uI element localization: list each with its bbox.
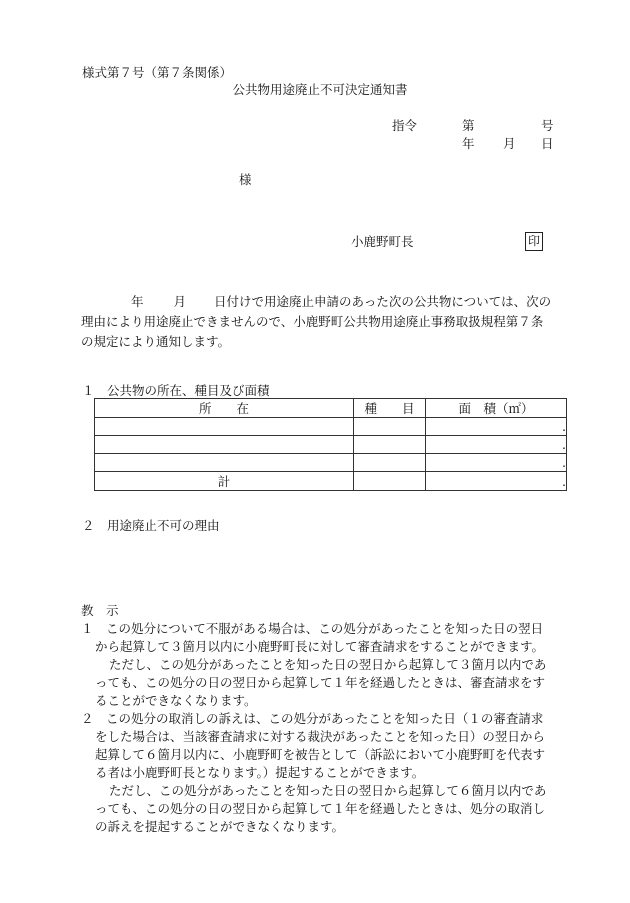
instruction-heading: 教 示 (81, 603, 119, 618)
body-line-2: 理由により用途廃止できませんので、小鹿野町公共物用途廃止事務取扱規程第７条 (81, 314, 544, 329)
cell-category[interactable] (354, 418, 426, 436)
item-1-proviso-line: ることができなくなります。 (95, 693, 257, 708)
form-number: 様式第７号（第７条関係） (82, 65, 233, 80)
reference-label: 指令 (392, 118, 418, 133)
date-day-label: 日 (541, 136, 554, 151)
body-line-1 (81, 292, 571, 312)
item-1-proviso-line: ただし、この処分があったことを知った日の翌日から起算して３箇月以内であ (109, 657, 547, 672)
item-2-proviso-line: っても、この処分の日の翌日から起算して１年を経過したときは、処分の取消し (95, 801, 546, 816)
table-row (95, 418, 567, 436)
body-line-3: の規定により通知します。 (81, 334, 231, 349)
reference-dai: 第 (462, 118, 475, 133)
date-month-label: 月 (503, 136, 516, 151)
item-2-line: ２ この処分の取消しの訴えは、この処分があったことを知った日（１の審査請求 (81, 711, 544, 726)
cell-location[interactable] (95, 418, 354, 436)
item-2-line: る者は小鹿野町長となります。）提起することができます。 (95, 765, 425, 780)
cell-category[interactable] (354, 436, 426, 454)
section-1-title: １ 公共物の所在、種目及び面積 (82, 383, 270, 398)
cell-category[interactable] (354, 454, 426, 472)
body-line-1-text: 日付けで用途廃止申請のあった次の公共物については、次の (214, 294, 552, 309)
cell-area[interactable]: . (426, 418, 567, 436)
item-2-proviso-line: ただし、この処分があったことを知った日の翌日から起算して６箇月以内であ (109, 783, 547, 798)
section-2-title: ２ 用途廃止不可の理由 (82, 518, 220, 533)
total-category (354, 472, 426, 491)
cell-area[interactable]: . (426, 454, 567, 472)
table-header-row (95, 399, 567, 418)
instruction-item-2 (81, 710, 581, 836)
cell-area[interactable]: . (426, 436, 567, 454)
issuer-name: 小鹿野町長 (351, 234, 414, 249)
total-area[interactable]: . (426, 472, 567, 491)
instruction-item-1 (81, 620, 581, 710)
item-1-line: から起算して３箇月以内に小鹿野町長に対して審査請求をすることができます。 (95, 639, 545, 654)
item-2-proviso-line: の訴えを提起することができなくなります。 (95, 819, 345, 834)
date-year-label: 年 (462, 136, 475, 151)
header-area: 面 積（㎡） (426, 399, 567, 418)
addressee-suffix: 様 (239, 172, 252, 187)
cell-location[interactable] (95, 436, 354, 454)
body-date-month: 月 (173, 294, 187, 309)
item-1-line: １ この処分について不服がある場合は、この処分があったことを知った日の翌日 (81, 621, 544, 636)
header-category: 種 目 (354, 399, 426, 418)
total-label: 計 (95, 472, 354, 491)
item-1-proviso-line: っても、この処分の日の翌日から起算して１年を経過したときは、審査請求をす (95, 675, 546, 690)
table-row (95, 436, 567, 454)
table-row (95, 454, 567, 472)
asset-table (94, 398, 567, 491)
seal-mark: 印 (525, 232, 543, 251)
item-2-line: をした場合は、当該審査請求に対する裁決があったことを知った日）の翌日から (95, 729, 545, 744)
reference-gou: 号 (541, 118, 554, 133)
item-2-line: 起算して６箇月以内に、小鹿野町を被告として（訴訟において小鹿野町を代表す (95, 747, 546, 762)
document-title: 公共物用途廃止不可決定通知書 (232, 82, 408, 97)
body-date-year: 年 (131, 294, 144, 309)
table-total-row (95, 472, 567, 491)
notice-body (81, 292, 571, 352)
header-location: 所 在 (95, 399, 354, 418)
cell-location[interactable] (95, 454, 354, 472)
